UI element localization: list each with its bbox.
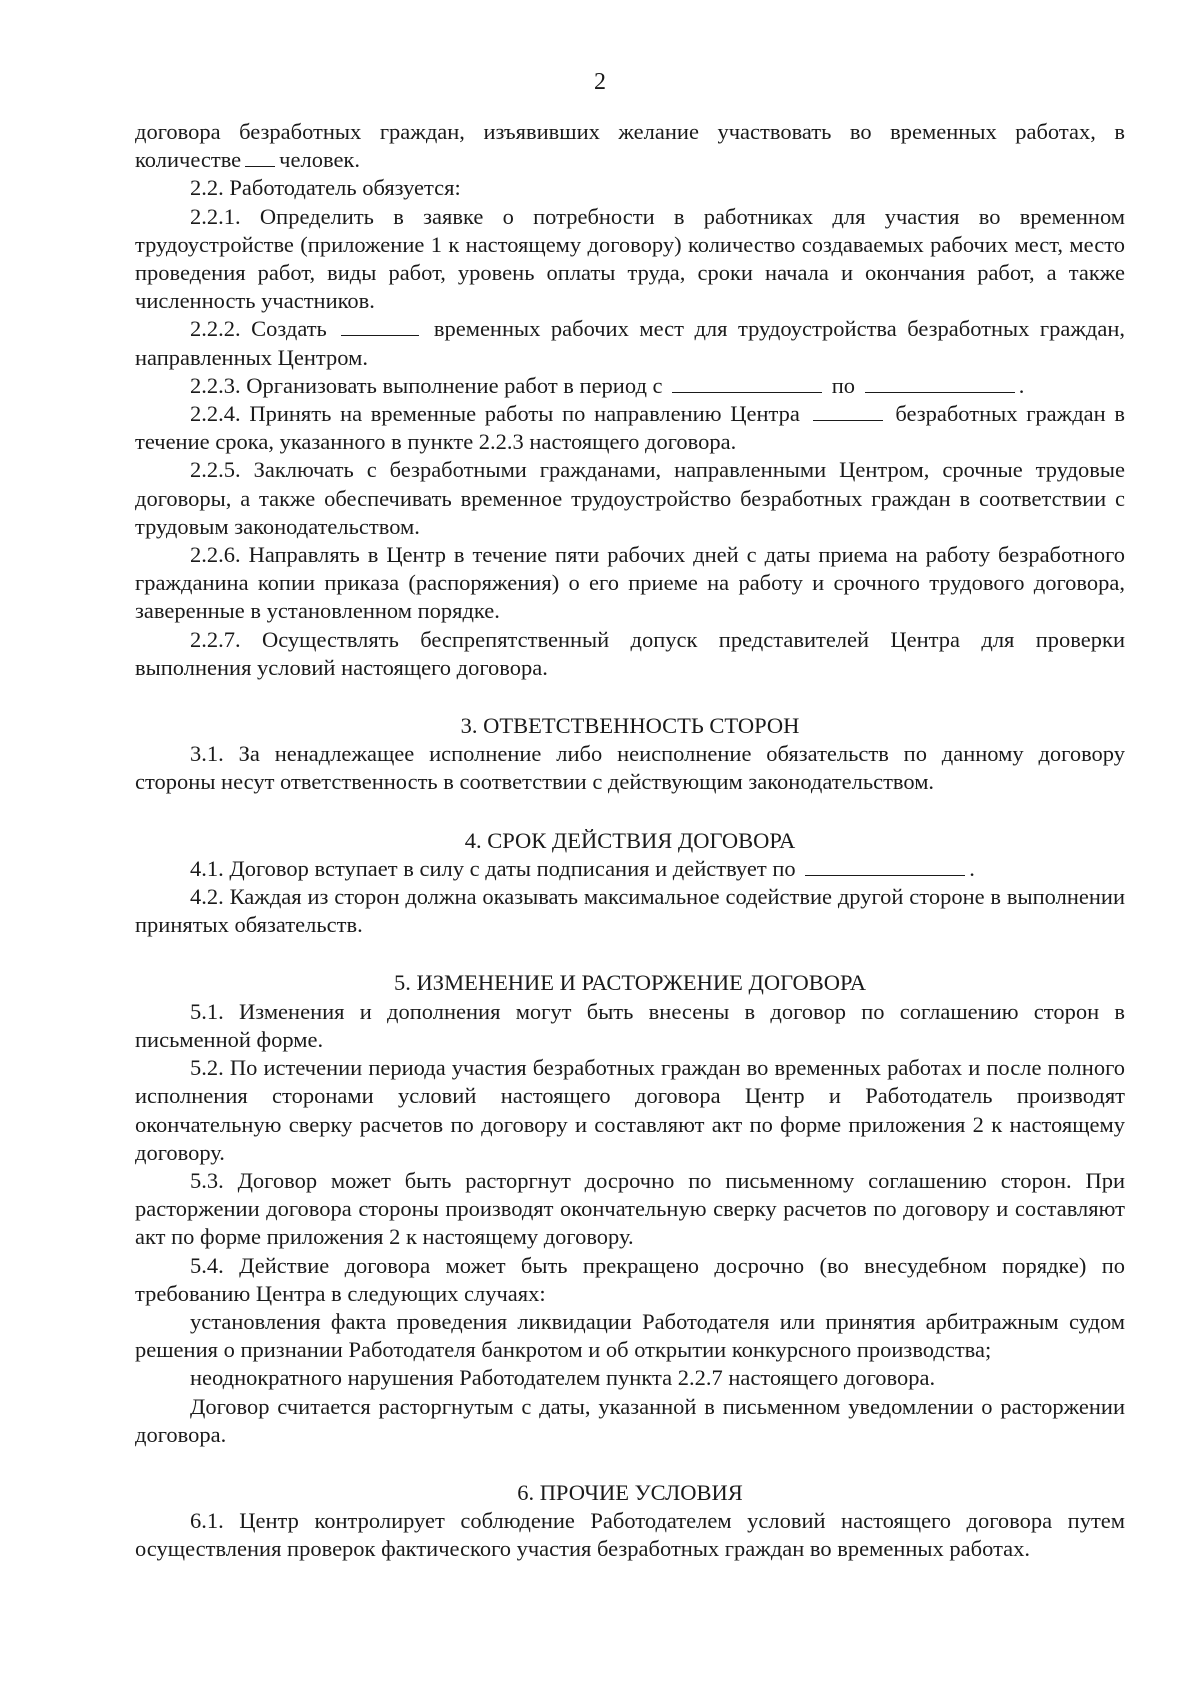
page-number: 2 [594, 69, 606, 95]
clause-5-4: 5.4. Действие договора может быть прекращено досрочно (во внесудебном порядке) по требованию Центра в следующих случаях: [135, 1252, 1125, 1306]
text: человек. [279, 147, 360, 173]
clause-6-1: 6.1. Центр контролирует соблюдение Работодателем условий настоящего договора путем осуществления проверок фактического участия безработных граждан во временных работах. [135, 1508, 1125, 1562]
clause-5-2: 5.2. По истечении периода участия безработных граждан во временных работах и после полного исполнения сторонами условий настоящего договора Центр и Работодатель производят окончательную сверку расчетов по договору и составляют акт по форме приложения 2 к настоящему договору. [135, 1055, 1125, 1165]
clause-2-2-7: 2.2.7. Осуществлять беспрепятственный допуск представителей Центра для проверки выполнения условий настоящего договора. [135, 626, 1125, 680]
clause-4-2: 4.2. Каждая из сторон должна оказывать максимальное содействие другой стороне в выполнении принятых обязательств. [135, 884, 1125, 938]
text: 2.2.3. Организовать выполнение работ в период с [190, 372, 663, 398]
paragraph-intro-line1: договора безработных граждан, изъявивших желание участвовать во временных работах, в [135, 119, 1125, 144]
clause-2-2: 2.2. Работодатель обязуется: [190, 175, 461, 201]
clause-5-1: 5.1. Изменения и дополнения могут быть внесены в договор по соглашению сторон в письменной форме. [135, 998, 1125, 1052]
clause-3-1: 3.1. За ненадлежащее исполнение либо неисполнение обязательств по данному договору стороны несут ответственность в соответствии с действующим законодательством. [135, 741, 1125, 795]
section-heading-3: 3. ОТВЕТСТВЕННОСТЬ СТОРОН [460, 713, 800, 739]
clause-2-2-5: 2.2.5. Заключать с безработными гражданами, направленными Центром, срочные трудовые договоры, а также обеспечивать временное трудоустройство безработных граждан в соответствии с трудовым законодательством. [135, 457, 1125, 539]
document-body [135, 118, 1125, 1564]
clause-5-4-case-a: установления факта проведения ликвидации Работодателя или принятия арбитражным судом решения о признании Работодателя банкротом и об открытии конкурсного производства; [135, 1308, 1125, 1363]
text: 2.2.4. Принять на временные работы по направлению Центра [190, 401, 800, 427]
text: . [1018, 372, 1025, 398]
blank-field [805, 855, 965, 876]
blank-field [813, 400, 883, 421]
section-heading-5: 5. ИЗМЕНЕНИЕ И РАСТОРЖЕНИЕ ДОГОВОРА [394, 970, 866, 996]
clause-2-2-2 [135, 315, 1125, 371]
blank-field [341, 315, 419, 336]
clause-2-2-3 [135, 372, 1125, 400]
section-heading-6: 6. ПРОЧИЕ УСЛОВИЯ [517, 1479, 743, 1505]
text: временных рабочих мест для трудоустройства безработных граждан, направленных Центром. [135, 316, 1126, 370]
blank-field [245, 146, 275, 167]
blank-field [672, 372, 822, 393]
text: . [969, 855, 975, 881]
text: количестве [135, 147, 242, 173]
blank-field [865, 372, 1015, 393]
text: безработных граждан в течение срока, указанного в пункте 2.2.3 настоящего договора. [135, 401, 1126, 455]
clause-2-2-6: 2.2.6. Направлять в Центр в течение пяти рабочих дней с даты приема на работу безработного гражданина копии приказа (распоряжения) о его приеме на работу и срочного трудового договора, заверенные в установленном порядке. [135, 542, 1125, 624]
clause-4-1 [135, 855, 1125, 883]
text: 2.2.2. Создать [190, 316, 327, 342]
clause-5-4-case-b: неоднократного нарушения Работодателем пункта 2.2.7 настоящего договора. [190, 1365, 936, 1391]
clause-2-2-4 [135, 400, 1125, 456]
text: 4.1. Договор вступает в силу с даты подписания и действует по [190, 855, 796, 881]
paragraph-intro-line2 [135, 146, 1125, 174]
clause-5-4-termination: Договор считается расторгнутым с даты, указанной в письменном уведомлении о расторжении договора. [135, 1393, 1125, 1447]
section-heading-4: 4. СРОК ДЕЙСТВИЯ ДОГОВОРА [464, 827, 796, 853]
text: по [831, 372, 856, 398]
clause-2-2-1: 2.2.1. Определить в заявке о потребности в работниках для участия во временном трудоустройстве (приложение 1 к настоящему договору) количество создаваемых рабочих мест, место проведения работ, виды работ, уровень оплаты труда, сроки начала и окончания работ, а также численность участников. [135, 203, 1125, 314]
clause-5-3: 5.3. Договор может быть расторгнут досрочно по письменному соглашению сторон. При расторжении договора стороны производят окончательную сверку расчетов по договору и составляют акт по форме приложения 2 к настоящему договору. [135, 1167, 1125, 1250]
